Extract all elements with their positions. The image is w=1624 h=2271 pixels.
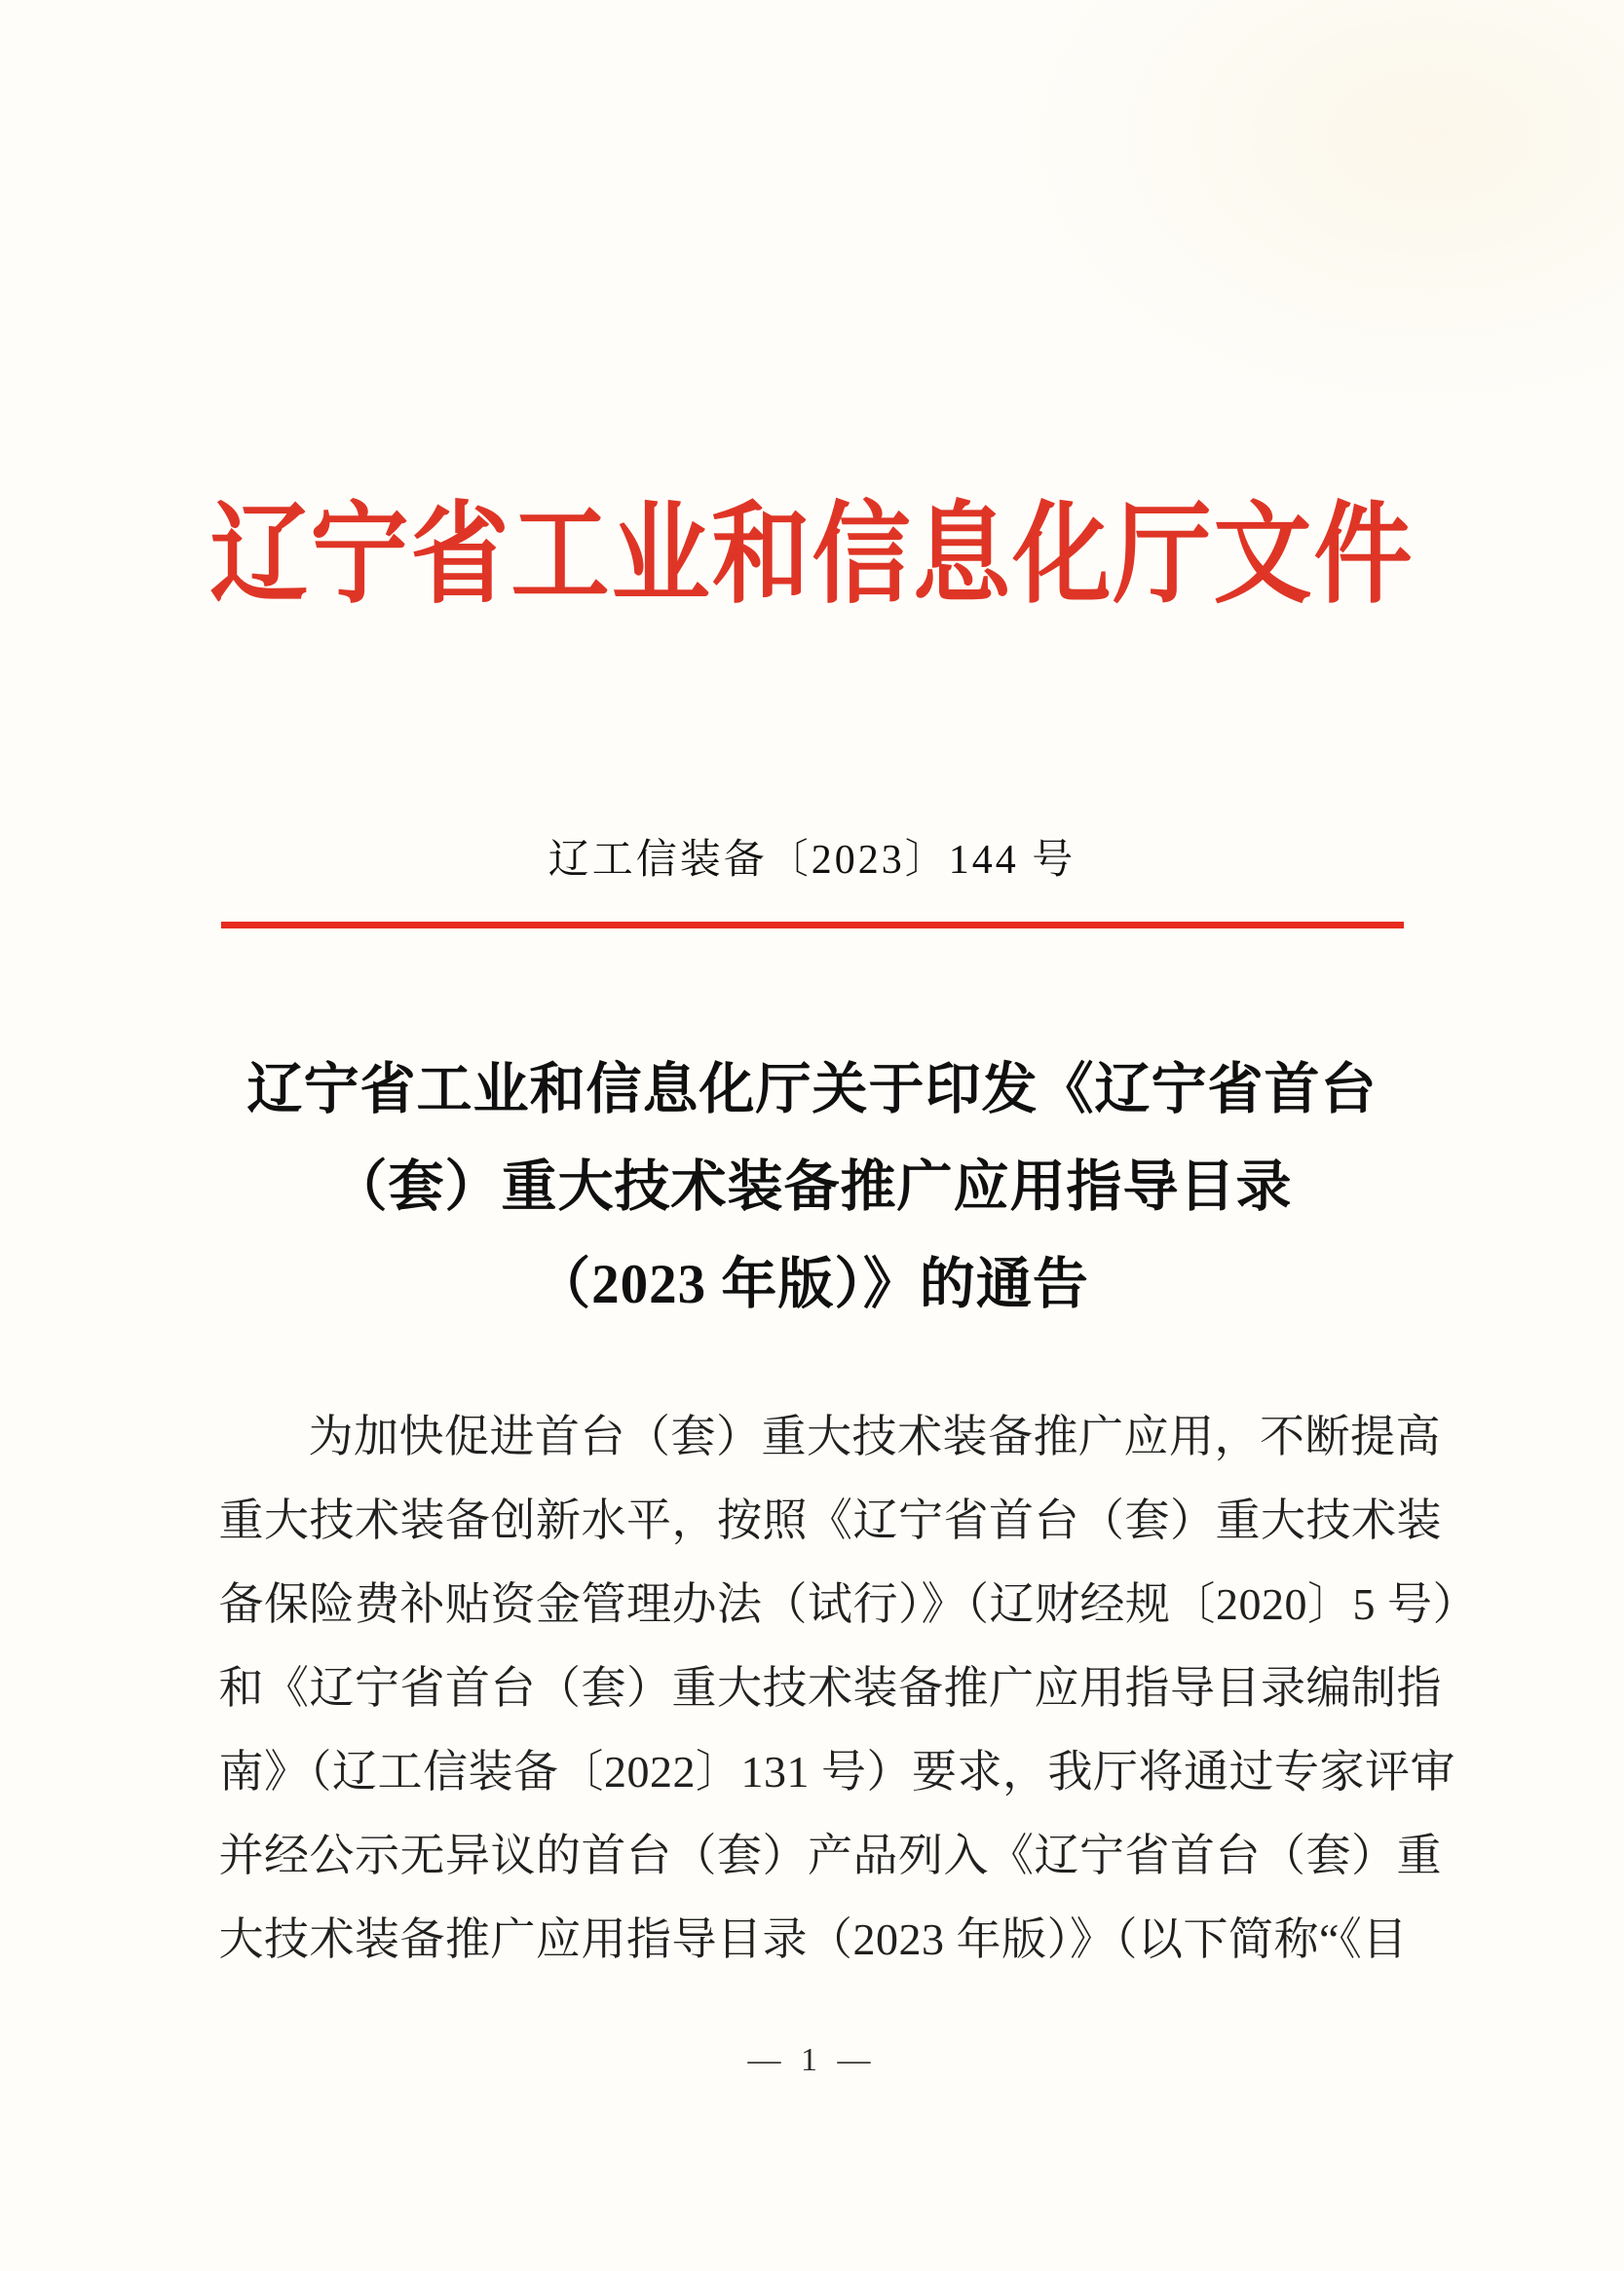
title-line-2: （套）重大技术装备推广应用指导目录 [331, 1156, 1293, 1219]
page-footer [0, 2039, 1624, 2082]
title-line-1: 辽宁省工业和信息化厅关于印发《辽宁省首台 [246, 1059, 1378, 1121]
body-line: 并经公示无异议的首台（套）产品列入《辽宁省首台（套）重 [218, 1831, 1442, 1881]
doc-number: 辽工信装备〔2023〕144 号 [548, 838, 1076, 884]
body-line: 南》（辽工信装备〔2022〕131 号）要求，我厅将通过专家评审 [218, 1747, 1455, 1798]
body-line: 大技术装备推广应用指导目录（2023 年版）》（以下简称“《目 [218, 1914, 1408, 1965]
body-line: 备保险费补贴资金管理办法（试行）》（辽财经规〔2020〕5 号） [218, 1579, 1478, 1630]
title-line-3: （2023 年版）》的通告 [535, 1254, 1089, 1316]
document-title [0, 1041, 1624, 1334]
body-line: 重大技术装备创新水平，按照《辽宁省首台（套）重大技术装 [218, 1495, 1442, 1546]
page-number: — 1 — [747, 2042, 877, 2079]
red-divider-line [221, 922, 1404, 928]
body-line: 为加快促进首台（套）重大技术装备推广应用，不断提高 [308, 1412, 1441, 1462]
masthead-title: 辽宁省工业和信息化厅文件 [209, 494, 1415, 617]
body-line: 和《辽宁省首台（套）重大技术装备推广应用指导目录编制指 [218, 1663, 1442, 1714]
document-body [218, 1395, 1478, 1982]
